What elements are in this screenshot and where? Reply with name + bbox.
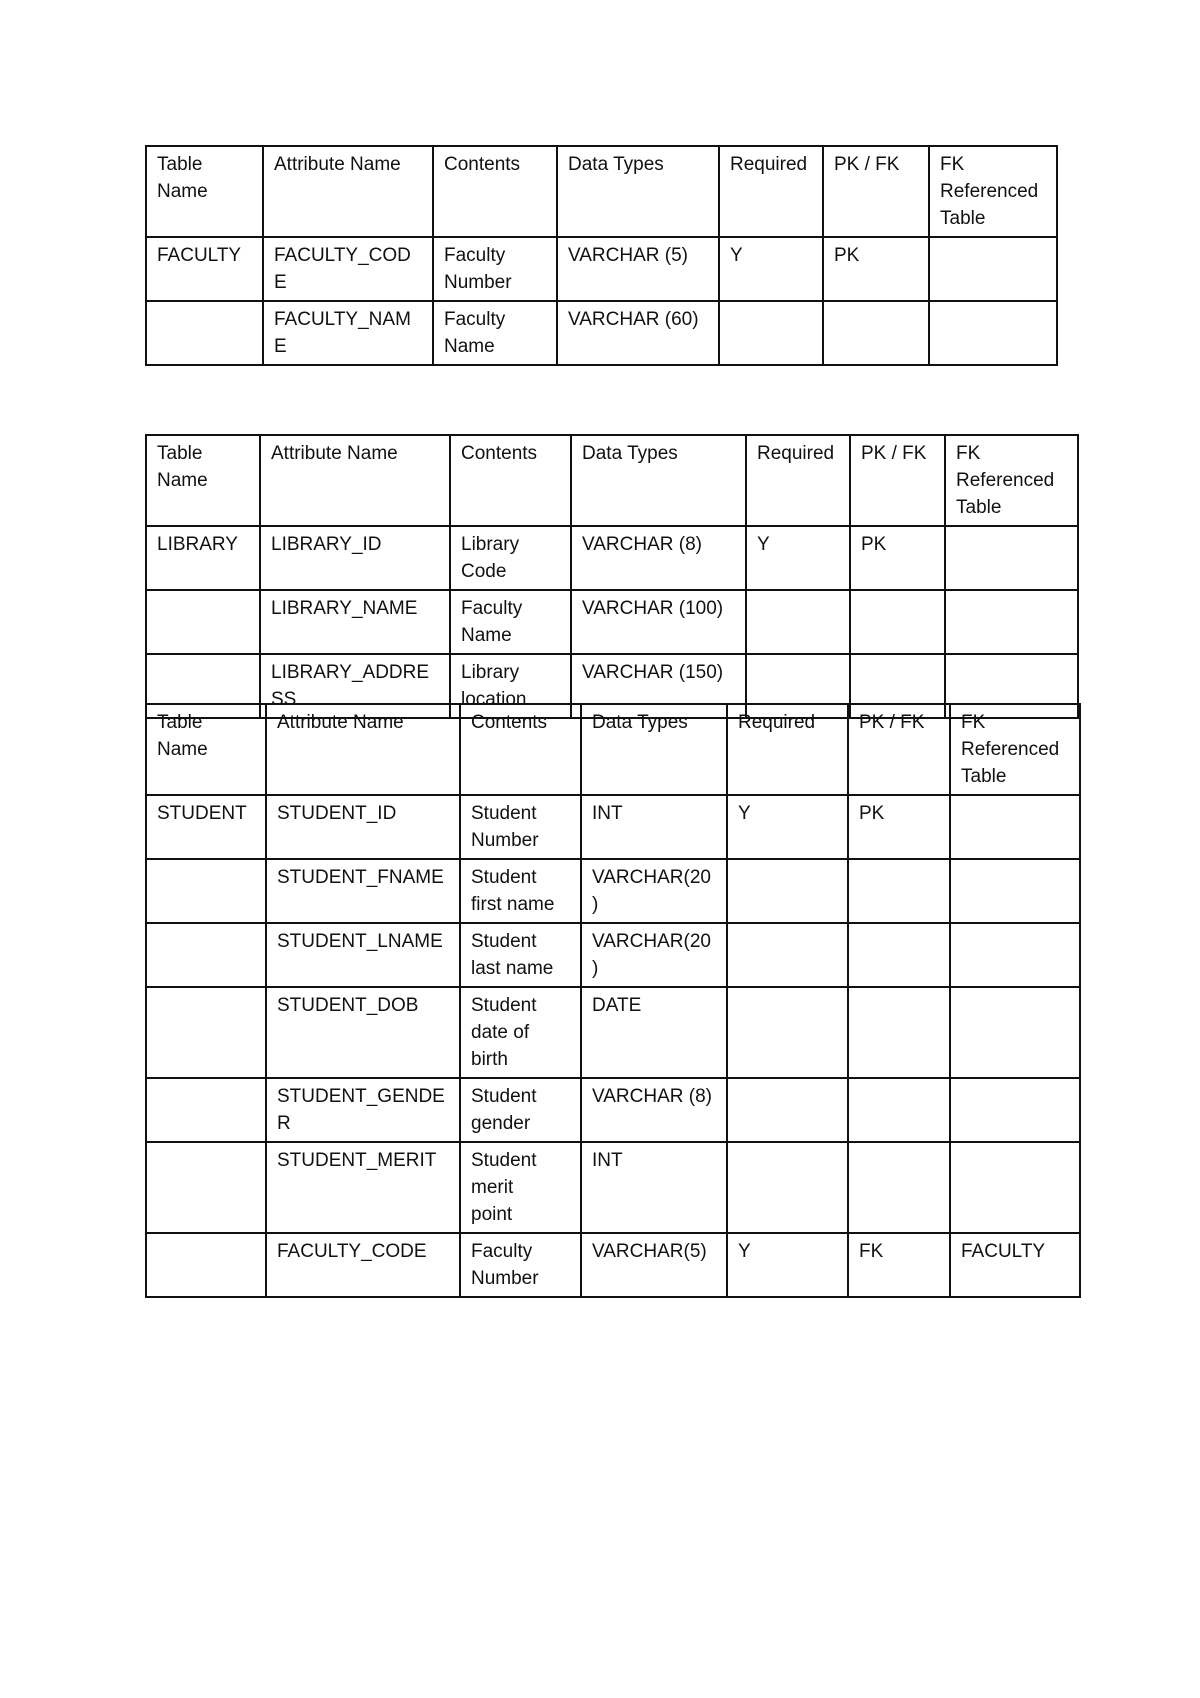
cell-table-name (146, 1078, 266, 1142)
cell-table-name (146, 1142, 266, 1233)
table-row (146, 237, 1057, 301)
header-row (146, 704, 1080, 795)
faculty-table (145, 145, 1058, 366)
cell-data-type: VARCHAR(5) (581, 1233, 727, 1297)
cell-fk-referenced-table (950, 923, 1080, 987)
cell-pk-fk (848, 859, 950, 923)
table-row (146, 526, 1078, 590)
header-attribute-name: Attribute Name (260, 435, 450, 526)
header-fk-referenced-table: FK Referenced Table (929, 146, 1057, 237)
header-data-types: Data Types (581, 704, 727, 795)
cell-required (727, 987, 848, 1078)
table-row (146, 1142, 1080, 1233)
header-row (146, 435, 1078, 526)
cell-attribute-name: STUDENT_MERIT (266, 1142, 460, 1233)
cell-table-name (146, 590, 260, 654)
cell-data-type: VARCHAR (100) (571, 590, 746, 654)
cell-contents: Student gender (460, 1078, 581, 1142)
cell-attribute-name: FACULTY_CODE (263, 237, 433, 301)
cell-attribute-name: STUDENT_FNAME (266, 859, 460, 923)
cell-attribute-name: LIBRARY_ID (260, 526, 450, 590)
cell-table-name (146, 987, 266, 1078)
cell-table-name: FACULTY (146, 237, 263, 301)
cell-fk-referenced-table: FACULTY (950, 1233, 1080, 1297)
cell-table-name (146, 1233, 266, 1297)
cell-attribute-name: STUDENT_LNAME (266, 923, 460, 987)
header-required: Required (746, 435, 850, 526)
header-required: Required (719, 146, 823, 237)
header-contents: Contents (433, 146, 557, 237)
header-pk-fk: PK / FK (823, 146, 929, 237)
cell-attribute-name: STUDENT_GENDER (266, 1078, 460, 1142)
cell-contents: Student Number (460, 795, 581, 859)
table-row (146, 1233, 1080, 1297)
cell-required: Y (727, 1233, 848, 1297)
cell-fk-referenced-table (945, 526, 1078, 590)
header-pk-fk: PK / FK (850, 435, 945, 526)
cell-data-type: VARCHAR(20) (581, 859, 727, 923)
table-row (146, 590, 1078, 654)
student-table (145, 703, 1081, 1298)
table-row (146, 301, 1057, 365)
cell-contents: Library location (450, 654, 571, 718)
table-row (146, 923, 1080, 987)
header-pk-fk: PK / FK (848, 704, 950, 795)
cell-required (746, 590, 850, 654)
cell-required: Y (719, 237, 823, 301)
cell-required (727, 859, 848, 923)
library-table (145, 434, 1079, 719)
cell-required (727, 923, 848, 987)
cell-contents: Faculty Number (433, 237, 557, 301)
header-table-name: Table Name (146, 704, 266, 795)
cell-contents: Faculty Name (433, 301, 557, 365)
cell-attribute-name: STUDENT_ID (266, 795, 460, 859)
cell-attribute-name: STUDENT_DOB (266, 987, 460, 1078)
cell-fk-referenced-table (950, 859, 1080, 923)
header-data-types: Data Types (557, 146, 719, 237)
table-row (146, 795, 1080, 859)
cell-data-type: VARCHAR (8) (571, 526, 746, 590)
cell-pk-fk (848, 987, 950, 1078)
cell-pk-fk (823, 301, 929, 365)
cell-pk-fk: PK (848, 795, 950, 859)
cell-fk-referenced-table (929, 301, 1057, 365)
cell-data-type: VARCHAR (60) (557, 301, 719, 365)
cell-contents: Library Code (450, 526, 571, 590)
table-row (146, 987, 1080, 1078)
cell-table-name: STUDENT (146, 795, 266, 859)
header-contents: Contents (460, 704, 581, 795)
cell-pk-fk (848, 1142, 950, 1233)
cell-fk-referenced-table (950, 795, 1080, 859)
cell-required (719, 301, 823, 365)
header-required: Required (727, 704, 848, 795)
table-row (146, 1078, 1080, 1142)
cell-pk-fk: FK (848, 1233, 950, 1297)
cell-data-type: VARCHAR (5) (557, 237, 719, 301)
cell-data-type: INT (581, 795, 727, 859)
header-contents: Contents (450, 435, 571, 526)
header-fk-referenced-table: FK Referenced Table (945, 435, 1078, 526)
header-attribute-name: Attribute Name (263, 146, 433, 237)
cell-attribute-name: LIBRARY_ADDRESS (260, 654, 450, 718)
cell-table-name (146, 923, 266, 987)
cell-contents: Student first name (460, 859, 581, 923)
cell-table-name (146, 859, 266, 923)
cell-pk-fk (850, 590, 945, 654)
header-row (146, 146, 1057, 237)
table-row (146, 859, 1080, 923)
cell-pk-fk: PK (823, 237, 929, 301)
cell-contents: Faculty Number (460, 1233, 581, 1297)
cell-data-type: INT (581, 1142, 727, 1233)
cell-attribute-name: LIBRARY_NAME (260, 590, 450, 654)
cell-contents: Student last name (460, 923, 581, 987)
cell-contents: Student date of birth (460, 987, 581, 1078)
cell-data-type: DATE (581, 987, 727, 1078)
cell-required (727, 1078, 848, 1142)
cell-fk-referenced-table (950, 987, 1080, 1078)
cell-data-type: VARCHAR (150) (571, 654, 746, 718)
header-attribute-name: Attribute Name (266, 704, 460, 795)
cell-fk-referenced-table (950, 1142, 1080, 1233)
cell-data-type: VARCHAR (8) (581, 1078, 727, 1142)
cell-data-type: VARCHAR(20) (581, 923, 727, 987)
header-table-name: Table Name (146, 146, 263, 237)
cell-fk-referenced-table (945, 590, 1078, 654)
cell-fk-referenced-table (929, 237, 1057, 301)
cell-table-name (146, 301, 263, 365)
header-fk-referenced-table: FK Referenced Table (950, 704, 1080, 795)
cell-contents: Student merit point (460, 1142, 581, 1233)
header-table-name: Table Name (146, 435, 260, 526)
cell-attribute-name: FACULTY_CODE (266, 1233, 460, 1297)
cell-attribute-name: FACULTY_NAME (263, 301, 433, 365)
cell-pk-fk: PK (850, 526, 945, 590)
cell-required (727, 1142, 848, 1233)
header-data-types: Data Types (571, 435, 746, 526)
cell-table-name: LIBRARY (146, 526, 260, 590)
cell-fk-referenced-table (950, 1078, 1080, 1142)
cell-required: Y (746, 526, 850, 590)
cell-pk-fk (848, 1078, 950, 1142)
cell-pk-fk (848, 923, 950, 987)
cell-required: Y (727, 795, 848, 859)
cell-contents: Faculty Name (450, 590, 571, 654)
